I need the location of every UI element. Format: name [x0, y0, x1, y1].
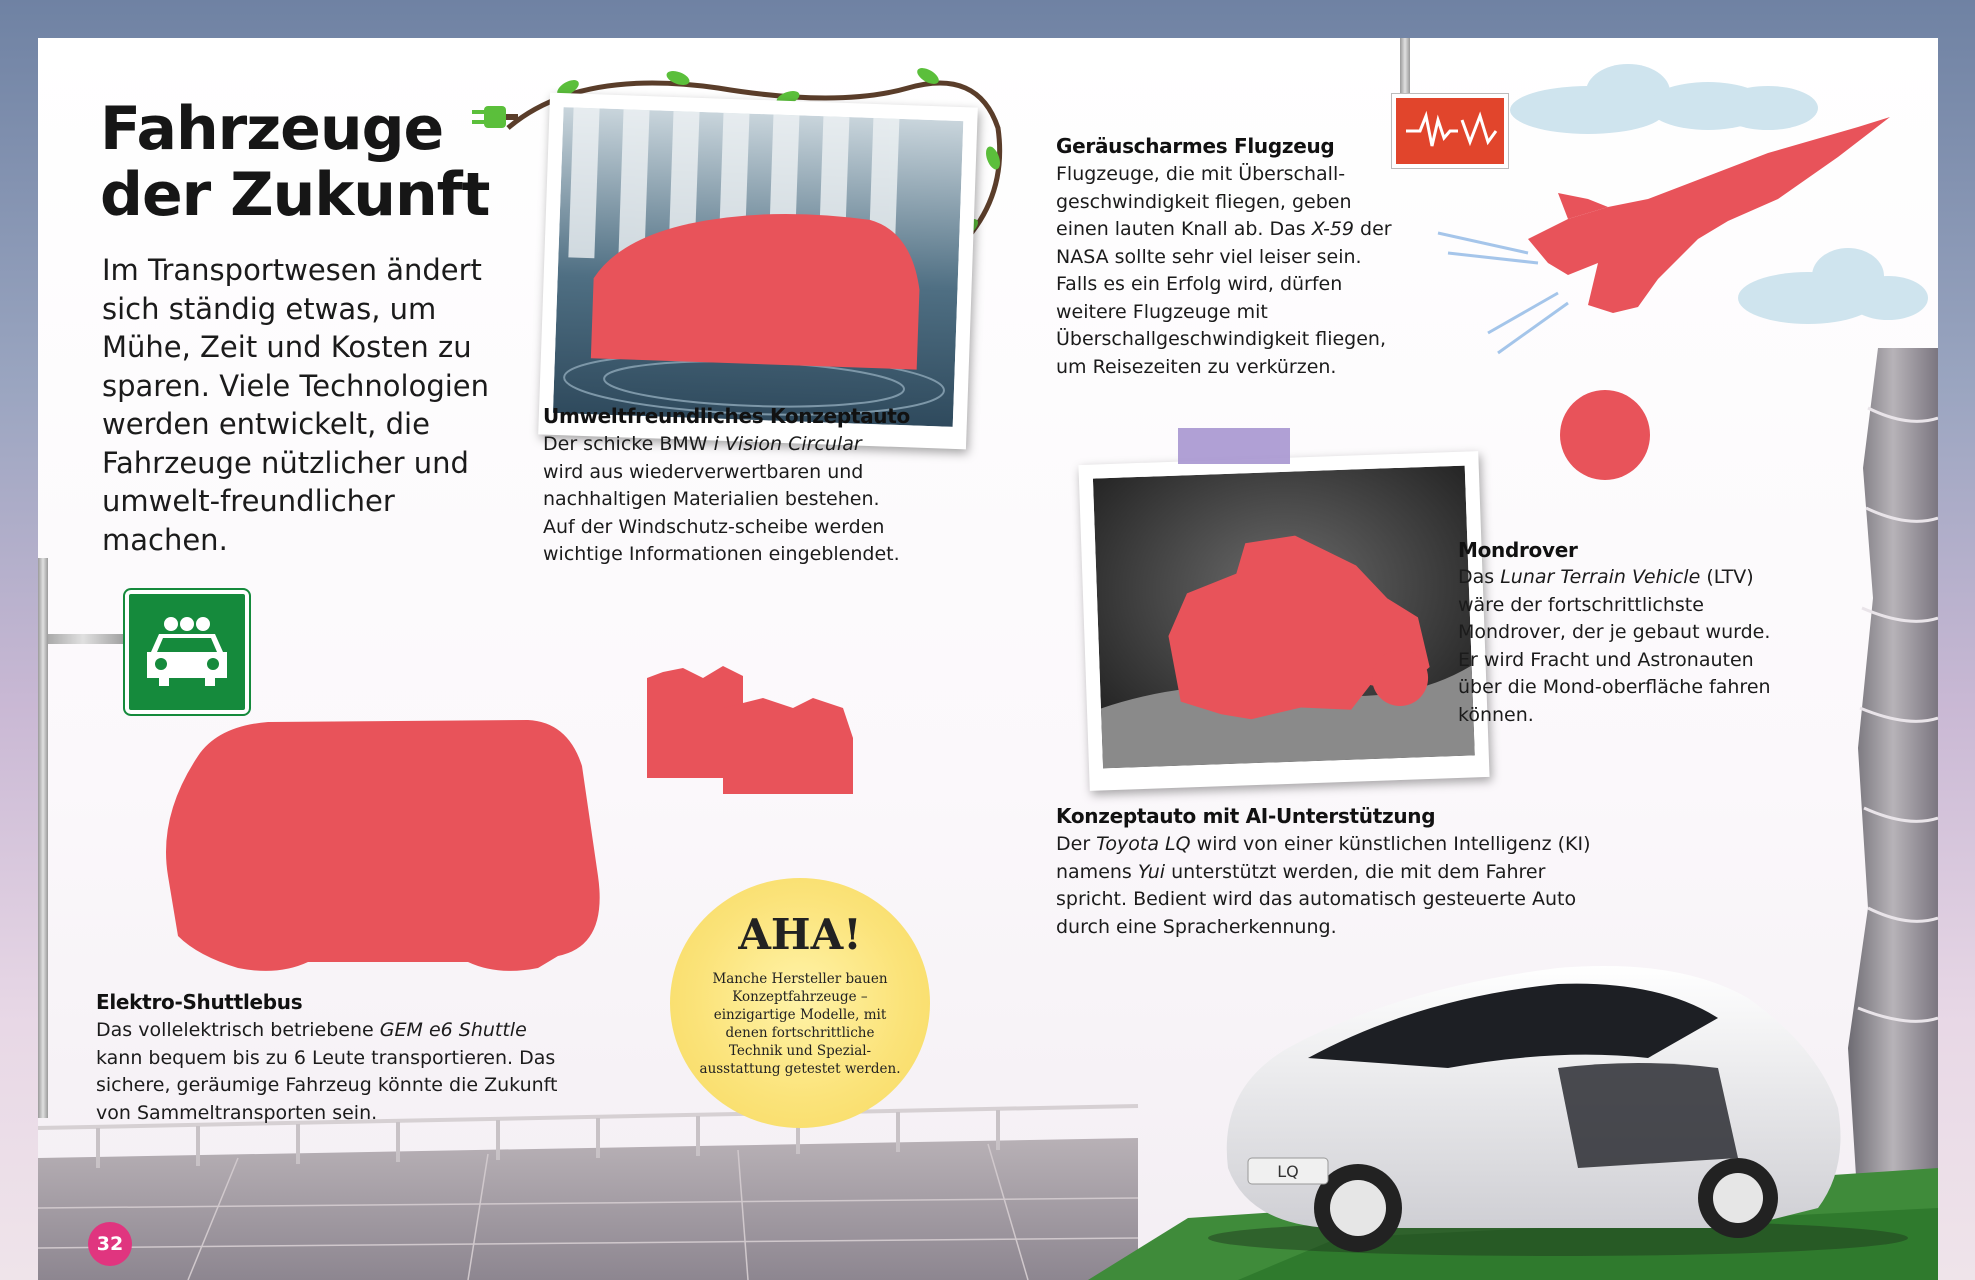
car-sign-icon	[125, 590, 249, 714]
rover-model: Lunar Terrain Vehicle	[1500, 566, 1701, 588]
rover-text	[1458, 564, 1788, 729]
plug-icon	[470, 98, 520, 138]
page-number: 32	[96, 1233, 124, 1255]
plane-model: X-59	[1311, 218, 1355, 240]
title-line-1: Fahrzeuge	[100, 94, 444, 164]
rover-text-a: Das	[1458, 566, 1501, 588]
concept-car-heading: Umweltfreundliches Konzeptauto	[543, 404, 910, 428]
page-title	[100, 96, 520, 228]
shuttle-text-b: kann bequem bis zu 6 Leute transportieren. Das sichere, geräumige Fahrzeug könnte die Zukunft von Sammeltransporten sein.	[96, 1046, 558, 1124]
title-line-2: der Zukunft	[100, 160, 490, 230]
red-block-silhouette	[643, 648, 863, 798]
shuttle-text	[96, 1017, 576, 1127]
plane-text-b: der NASA sollte sehr viel leiser sein. Falls es ein Erfolg wird, dürfen weitere Flugzeuge mit Überschallgeschwindigkeit fliegen, um Reisezeiten zu verkürzen.	[1056, 218, 1392, 378]
bmw-concept-photo	[538, 93, 978, 450]
concept-car-text	[543, 431, 903, 569]
plane-text	[1056, 161, 1396, 381]
ai-car-text-b: wird von einer künstlichen Intelligenz (KI) namens	[1056, 833, 1591, 883]
shuttle-model: GEM e6 Shuttle	[379, 1019, 527, 1041]
sign-pole-horizontal	[38, 634, 128, 644]
rover-heading: Mondrover	[1458, 538, 1578, 562]
ai-car-text-c: unterstützt werden, die mit dem Fahrer spricht. Bedient wird das automatisch gesteuerte Auto durch eine Spracherkennung.	[1056, 860, 1577, 938]
supersonic-plane-silhouette	[1398, 103, 1918, 383]
sign-pole-vertical	[38, 558, 48, 1118]
aha-title: AHA!	[738, 910, 862, 959]
rover-text-b: (LTV) wäre der fortschrittlichste Mondrover, der je gebaut wurde. Er wird Fracht und Astronauten über die Mond-oberfläche fahren können.	[1458, 566, 1771, 726]
concept-car-model: i Vision Circular	[713, 433, 862, 455]
shuttle-heading: Elektro-Shuttlebus	[96, 990, 303, 1014]
shuttle-text-a: Das vollelektrisch betriebene	[96, 1019, 380, 1041]
ai-car-model: Toyota LQ	[1096, 833, 1191, 855]
page-panel	[38, 38, 1938, 1280]
ai-assistant-name: Yui	[1137, 860, 1166, 883]
gear-badge-icon	[88, 1222, 132, 1266]
aha-text: Manche Hersteller bauen Konzeptfahrzeuge – einzigartige Modelle, mit denen fortschrittliche Technik und Spezial-ausstattung getestet werden.	[699, 971, 901, 1077]
plane-heading: Geräuscharmes Flugzeug	[1056, 134, 1335, 158]
toyota-lq-car-image	[1178, 938, 1918, 1258]
plane-text-a: Flugzeuge, die mit Überschall-geschwindigkeit fliegen, geben einen lauten Knall ab. Das	[1056, 163, 1352, 240]
soundwave-sign-pole	[1400, 38, 1410, 96]
rover-photo	[1078, 451, 1489, 791]
tape-strip	[1178, 428, 1290, 464]
ai-car-text	[1056, 831, 1616, 941]
concept-car-text-a: Der schicke BMW	[543, 433, 714, 455]
ai-car-heading: Konzeptauto mit AI-Unterstützung	[1056, 804, 1436, 828]
shuttle-silhouette	[138, 706, 608, 976]
concept-car-text-b: wird aus wiederverwertbaren und nachhaltigen Materialien bestehen. Auf der Windschutz-scheibe werden wichtige Informationen eingeblendet.	[543, 460, 900, 565]
intro-text: Im Transportwesen ändert sich ständig etwas, um Mühe, Zeit und Kosten zu sparen. Viele Technologien werden entwickelt, die Fahrzeuge nützlicher und umwelt-freundlicher machen.	[102, 253, 490, 557]
aha-fact-bubble	[670, 878, 930, 1128]
car-badge: LQ	[1277, 1162, 1299, 1181]
ai-car-text-a: Der	[1056, 833, 1097, 855]
red-pattern-circle	[1560, 390, 1650, 480]
